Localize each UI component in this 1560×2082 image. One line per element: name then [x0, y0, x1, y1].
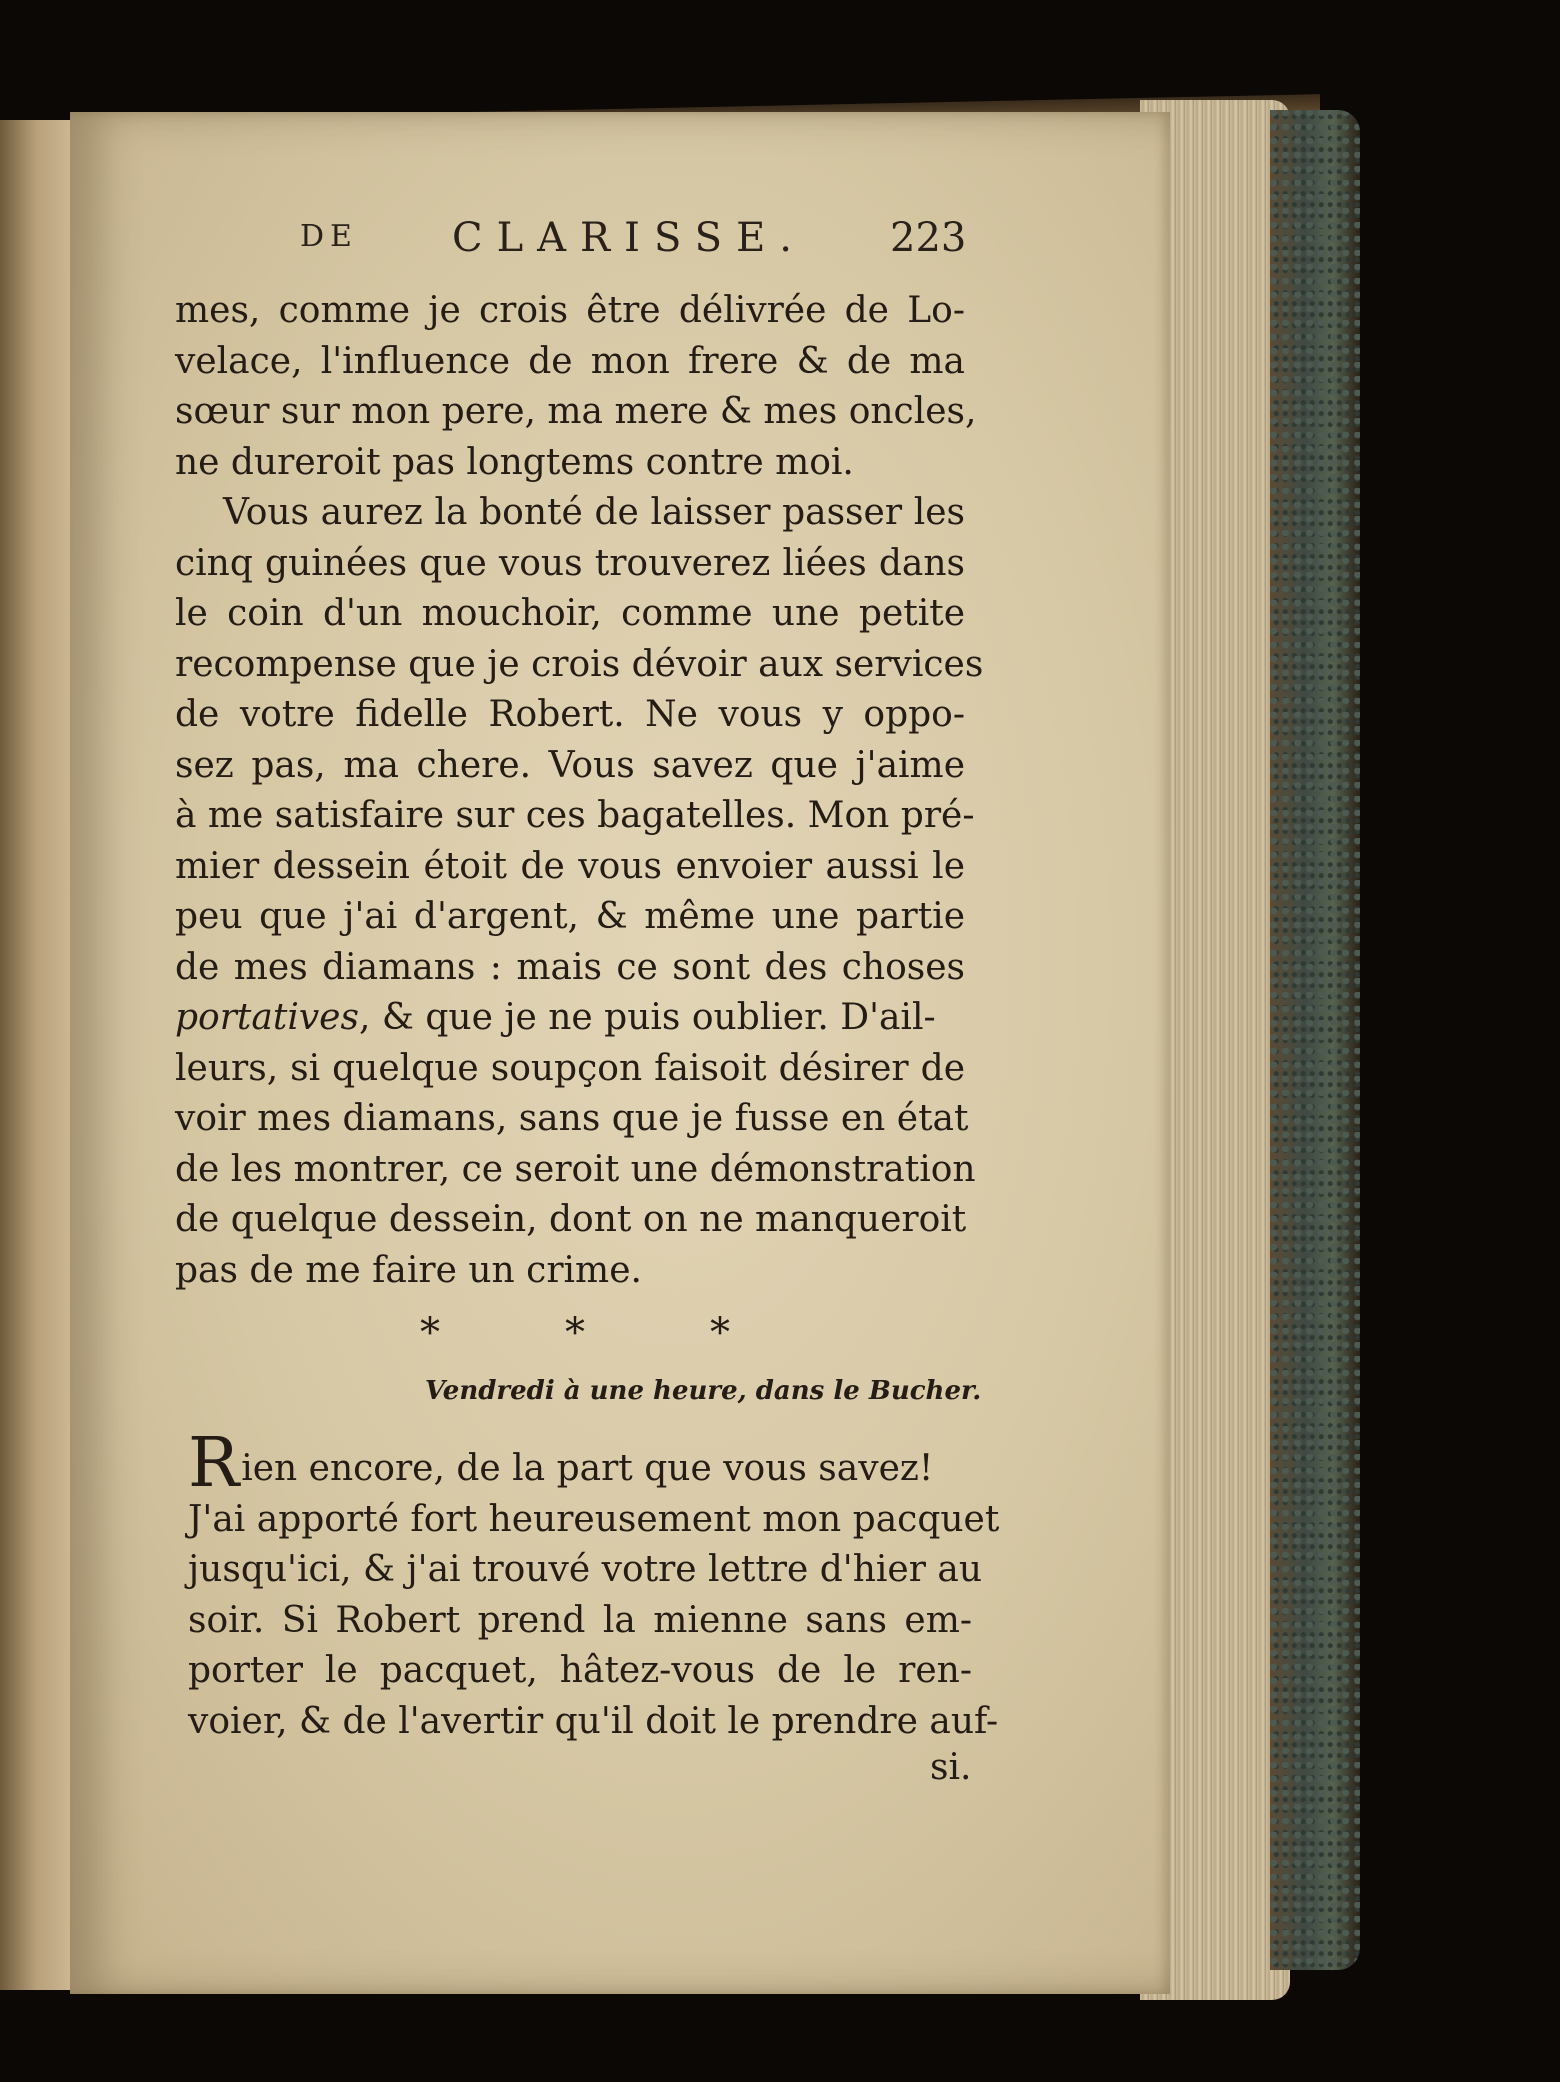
text-line: à me satisfaire sur ces bagatelles. Mon pré-	[175, 795, 975, 836]
text-line	[175, 993, 965, 1044]
text-line	[188, 1424, 972, 1503]
text-line: voier, & de l'avertir qu'il doit le prendre auf-	[188, 1700, 999, 1742]
text-line: velace, l'influence de mon frere & de ma	[175, 340, 965, 382]
text-line: mes, comme je crois être délivrée de Lo-	[175, 290, 965, 331]
text-line: porter le pacquet, hâtez-vous de le ren-	[188, 1650, 972, 1691]
asterisk: *	[420, 1310, 440, 1356]
page-number: 223	[890, 215, 967, 261]
italic-word: portatives	[175, 997, 359, 1038]
page-body	[175, 286, 984, 1296]
asterisk: *	[710, 1310, 730, 1356]
text-line: recompense que je crois dévoir aux services	[175, 643, 984, 685]
text-line: jusqu'ici, & j'ai trouvé votre lettre d'hier au	[188, 1549, 983, 1590]
text-line: de mes diamans : mais ce sont des choses	[175, 946, 965, 988]
text-line: soir. Si Robert prend la mienne sans em-	[188, 1599, 972, 1641]
text-line: ne dureroit pas longtems contre moi.	[175, 441, 854, 483]
text-line: cinq guinées que vous trouverez liées dans	[175, 542, 965, 584]
text-line: pas de me faire un crime.	[175, 1249, 642, 1291]
text-line: leurs, si quelque soupçon faisoit désirer de	[175, 1047, 965, 1089]
text-line: Vous aurez la bonté de laisser passer les	[223, 492, 965, 533]
text-line: peu que j'ai d'argent, & même une partie	[175, 896, 965, 937]
marbled-cover-edge	[1270, 110, 1360, 1970]
text-line: sœur sur mon pere, ma mere & mes oncles,	[175, 391, 977, 432]
running-head-title: CLARISSE.	[452, 215, 806, 261]
asterisk: *	[565, 1310, 585, 1356]
running-head-prefix: DE	[300, 219, 358, 254]
running-head	[272, 215, 972, 265]
text-line: sez pas, ma chere. Vous savez que j'aime	[175, 744, 965, 786]
text-line-rest: , & que je ne puis oublier. D'ail-	[358, 997, 936, 1038]
text-line: de les montrer, ce seroit une démonstration	[175, 1148, 976, 1190]
section-separator	[420, 1310, 730, 1360]
text-line: de votre fidelle Robert. Ne vous y oppo-	[175, 694, 965, 735]
letter-dateline: Vendredi à une heure, dans le Bucher.	[425, 1376, 982, 1406]
text-line: J'ai apporté fort heureusement mon pacquet	[188, 1498, 1000, 1540]
text-line: voir mes diamans, sans que je fusse en état	[175, 1098, 969, 1139]
letter-body	[188, 1424, 1000, 1747]
drop-cap: R	[188, 1424, 240, 1503]
catchword: si.	[930, 1747, 972, 1788]
text-line: de quelque dessein, dont on ne manqueroit	[175, 1199, 967, 1240]
text-line: mier dessein étoit de vous envoier aussi le	[175, 845, 965, 887]
text-line: le coin d'un mouchoir, comme une petite	[175, 593, 965, 634]
text-line-rest: ien encore, de la part que vous savez!	[241, 1448, 934, 1489]
